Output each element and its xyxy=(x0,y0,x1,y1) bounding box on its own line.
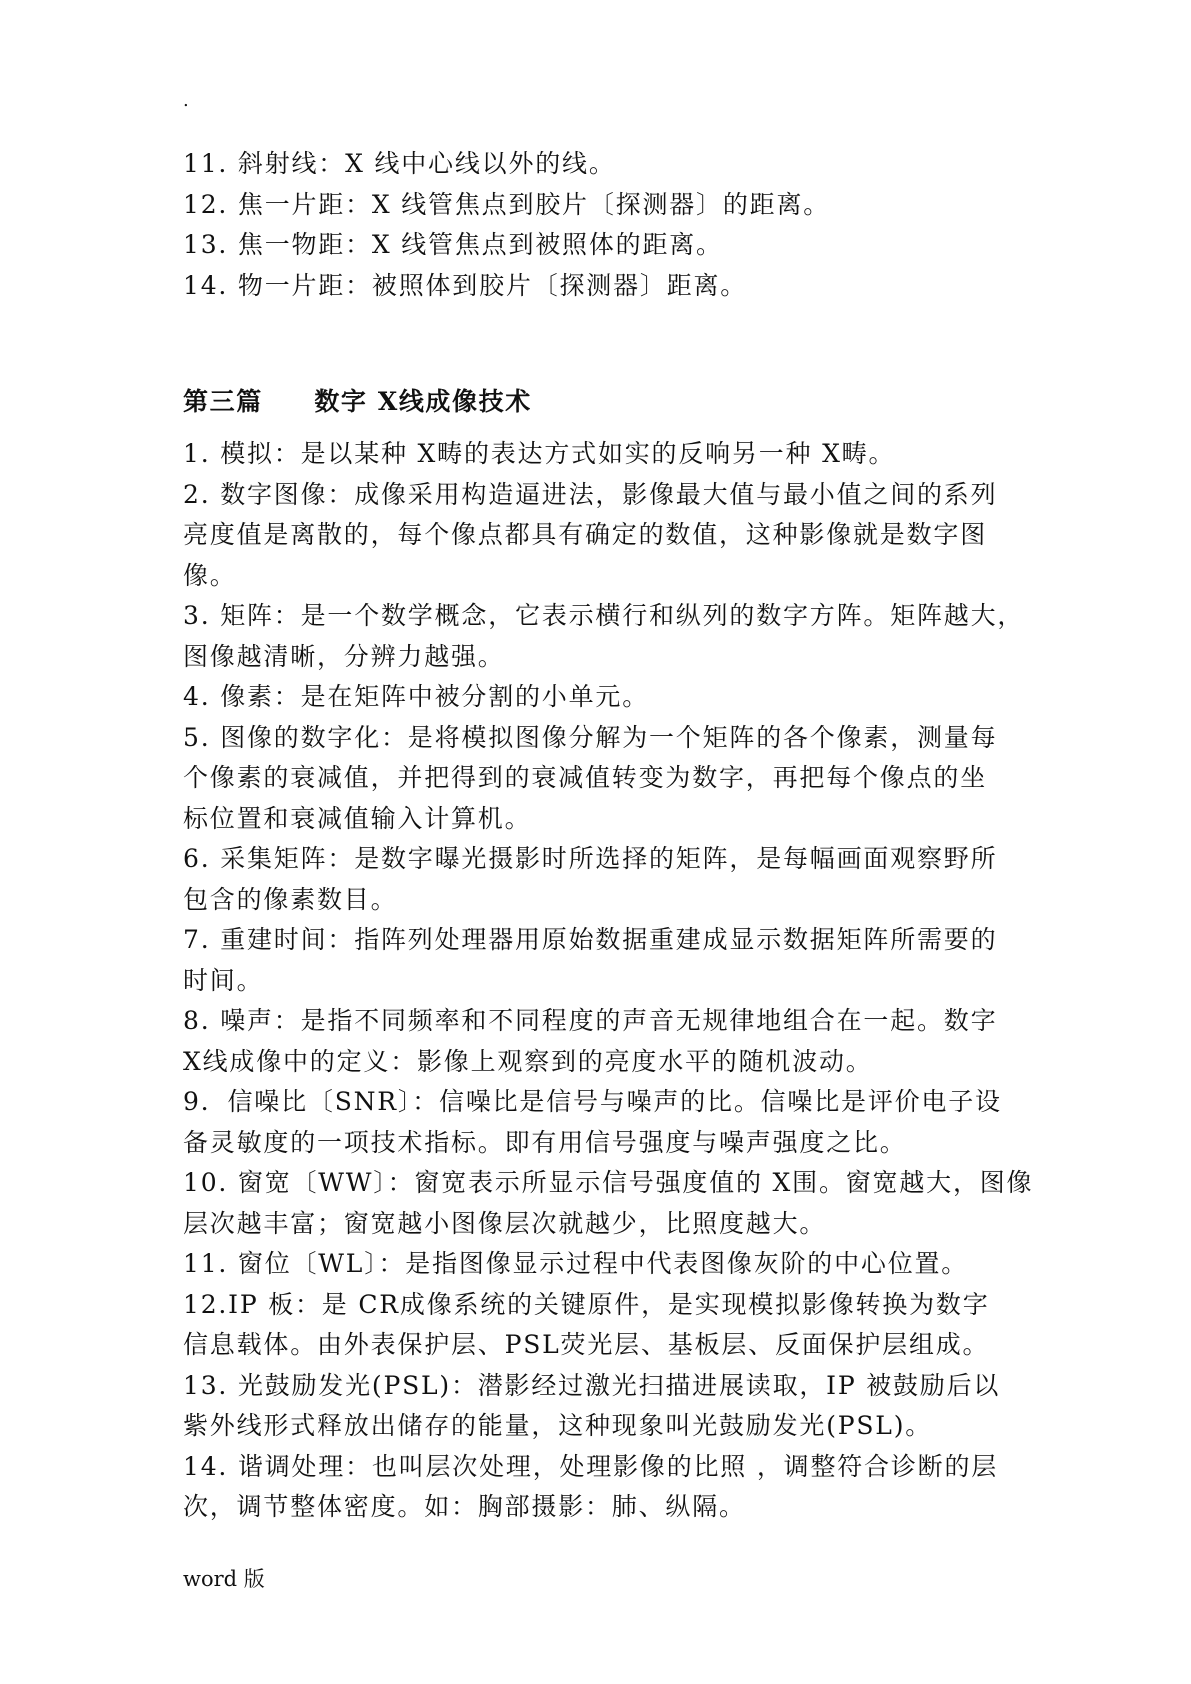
intro-definitions xyxy=(183,144,1013,306)
section-spacer xyxy=(183,306,1013,382)
body-line: 13. 光鼓励发光(PSL)：潜影经过激光扫描进展读取，IP 被鼓励后以 xyxy=(183,1370,1001,1400)
page-footer: word 版 xyxy=(183,1567,265,1591)
body-line: 11. 窗位〔WL〕：是指图像显示过程中代表图像灰阶的中心位置。 xyxy=(183,1249,969,1278)
body-line: 7. 重建时间：指阵列处理器用原始数据重建成显示数据矩阵所需要的 xyxy=(183,925,998,954)
body-line: 4. 像素：是在矩阵中被分割的小单元。 xyxy=(183,682,650,711)
body-line: 14. 谐调处理：也叫层次处理，处理影像的比照 ，调整符合诊断的层 xyxy=(183,1451,999,1481)
body-line: 信息载体。由外表保护层、PSL荧光层、基板层、反面保护层组成。 xyxy=(183,1330,990,1359)
body-line: 1. 模拟：是以某种 X畴的表达方式如实的反响另一种 X畴。 xyxy=(183,439,896,468)
section-definitions xyxy=(183,434,1034,1528)
intro-line: 11. 斜射线：X 线中心线以外的线。 xyxy=(183,149,616,178)
intro-line: 13. 焦一物距：X 线管焦点到被照体的距离。 xyxy=(183,230,723,259)
body-line: 亮度值是离散的，每个像点都具有确定的数值，这种影像就是数字图 xyxy=(183,520,988,549)
body-line: 3. 矩阵：是一个数学概念，它表示横行和纵列的数字方阵。矩阵越大， xyxy=(183,601,1025,630)
body-line: 次，调节整体密度。如：胸部摄影：肺、纵隔。 xyxy=(183,1492,746,1521)
body-line: 8. 噪声：是指不同频率和不同程度的声音无规律地组合在一起。数字 xyxy=(183,1006,998,1035)
body-line: 图像越清晰，分辨力越强。 xyxy=(183,641,505,671)
document-body xyxy=(183,144,1034,1528)
body-line: 2. 数字图像：成像采用构造逼进法，影像最大值与最小值之间的系列 xyxy=(183,479,998,509)
page-top-dot: . xyxy=(183,90,189,111)
section-heading: 第三篇 数字 X线成像技术 xyxy=(183,387,532,416)
intro-line: 12. 焦一片距：X 线管焦点到胶片〔探测器〕的距离。 xyxy=(183,189,831,219)
body-line: 5. 图像的数字化：是将模拟图像分解为一个矩阵的各个像素，测量每 xyxy=(183,722,998,752)
body-line: 标位置和衰减值输入计算机。 xyxy=(183,803,532,833)
intro-line: 14. 物一片距：被照体到胶片〔探测器〕距离。 xyxy=(183,270,748,300)
body-line: 包含的像素数目。 xyxy=(183,884,398,914)
body-line: 像。 xyxy=(183,560,237,590)
body-line: 9．信噪比〔SNR〕：信噪比是信号与噪声的比。信噪比是评价电子设 xyxy=(183,1087,1002,1116)
body-line: 12.IP 板：是 CR成像系统的关键原件，是实现模拟影像转换为数字 xyxy=(183,1289,990,1319)
body-line: X线成像中的定义：影像上观察到的亮度水平的随机波动。 xyxy=(183,1046,873,1076)
body-line: 层次越丰富；窗宽越小图像层次就越少，比照度越大。 xyxy=(183,1208,827,1238)
body-line: 紫外线形式释放出储存的能量，这种现象叫光鼓励发光(PSL)。 xyxy=(183,1411,933,1440)
body-line: 10. 窗宽〔WW〕：窗宽表示所显示信号强度值的 X围。窗宽越大，图像 xyxy=(183,1168,1034,1197)
body-line: 6. 采集矩阵：是数字曝光摄影时所选择的矩阵，是每幅画面观察野所 xyxy=(183,844,998,873)
body-line: 时间。 xyxy=(183,965,264,995)
body-line: 备灵敏度的一项技术指标。即有用信号强度与噪声强度之比。 xyxy=(183,1127,907,1157)
body-line: 个像素的衰减值，并把得到的衰减值转变为数字，再把每个像点的坐 xyxy=(183,763,988,792)
